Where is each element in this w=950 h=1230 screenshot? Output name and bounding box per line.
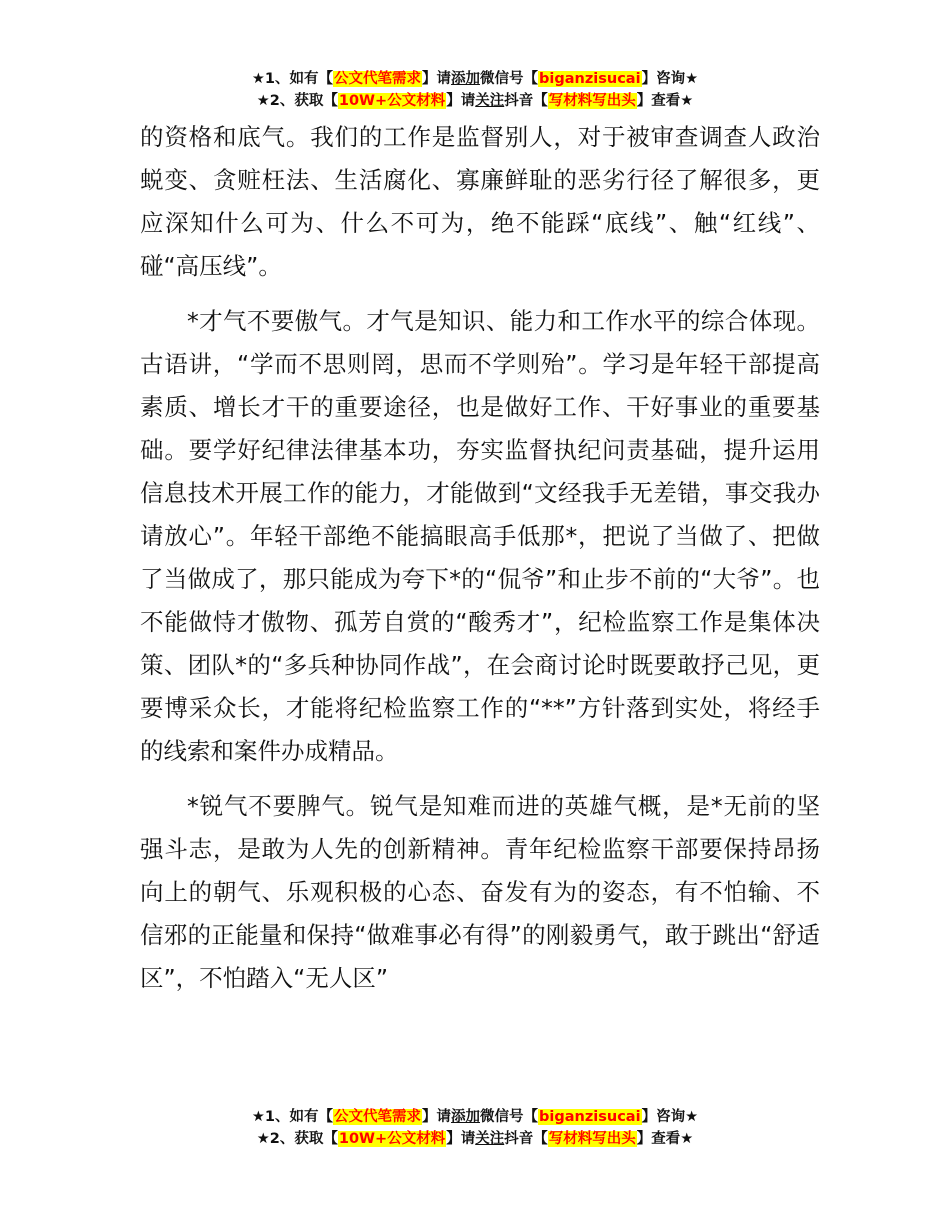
footer-line-1-text: ★1、如有【 (251, 1109, 334, 1125)
header-line-1-underlined: 添加 (451, 71, 481, 87)
footer-line-1-highlight-service: 公文代笔需求 (334, 1109, 422, 1125)
header-banner (0, 68, 950, 112)
header-line-1-highlight-service: 公文代笔需求 (334, 71, 422, 87)
footer-line-2-text: ★2、获取【 (256, 1131, 338, 1147)
footer-line-1 (0, 1106, 950, 1128)
header-douyin-account: 写材料写出头 (548, 93, 636, 109)
footer-line-1-text: 】请 (422, 1109, 452, 1125)
header-line-2-text: 抖音【 (504, 93, 548, 109)
header-line-1-text: 】咨询★ (641, 71, 699, 87)
footer-line-2-text: 】请 (446, 1131, 476, 1147)
header-line-2-text: ★2、获取【 (256, 93, 338, 109)
header-line-2-underlined: 关注 (475, 93, 505, 109)
header-line-2-highlight-materials: 10W+公文材料 (338, 93, 446, 109)
header-line-2 (0, 90, 950, 112)
header-line-1 (0, 68, 950, 90)
footer-douyin-account: 写材料写出头 (548, 1131, 636, 1147)
footer-line-1-text: 微信号【 (480, 1109, 539, 1125)
footer-line-2-underlined: 关注 (475, 1131, 505, 1147)
header-line-1-text: 】请 (422, 71, 452, 87)
footer-wechat-id: biganzisucai (539, 1109, 641, 1125)
body-paragraph-2: *才气不要傲气。才气是知识、能力和工作水平的综合体现。古语讲，“学而不思则罔，思而不学则殆”。学习是年轻干部提高素质、增长才干的重要途径，也是做好工作、干好事业的重要基础。要学好纪律法律基本功，夯实监督执纪问责基础，提升运用信息技术开展工作的能力，才能做到“文经我手无差错，事交我办请放心”。年轻干部绝不能搞眼高手低那*，把说了当做了、把做了当做成了，那只能成为夸下*的“侃爷”和止步不前的“大爷”。也不能做恃才傲物、孤芳自赏的“酸秀才”，纪检监察工作是集体决策、团队*的“多兵种协同作战”，在会商讨论时既要敢抒己见，更要博采众长，才能将纪检监察工作的“**”方针落到实处，将经手的线索和案件办成精品。 (140, 307, 820, 765)
footer-line-2-highlight-materials: 10W+公文材料 (338, 1131, 446, 1147)
header-line-1-text: ★1、如有【 (251, 71, 334, 87)
header-line-1-text: 微信号【 (480, 71, 539, 87)
document-body (140, 116, 820, 1012)
footer-banner (0, 1106, 950, 1150)
footer-line-2-text: 抖音【 (504, 1131, 548, 1147)
footer-line-2-text: 】查看★ (636, 1131, 694, 1147)
footer-line-1-underlined: 添加 (451, 1109, 481, 1125)
body-paragraph-1: 的资格和底气。我们的工作是监督别人，对于被审查调查人政治蜕变、贪赃枉法、生活腐化、寡廉鲜耻的恶劣行径了解很多，更应深知什么可为、什么不可为，绝不能踩“底线”、触“红线”、碰“高压线”。 (140, 123, 820, 280)
body-paragraph-3: *锐气不要脾气。锐气是知难而进的英雄气概，是*无前的坚强斗志，是敢为人先的创新精神。青年纪检监察干部要保持昂扬向上的朝气、乐观积极的心态、奋发有为的姿态，有不怕输、不信邪的正能量和保持“做难事必有得”的刚毅勇气，敢于跳出“舒适区”，不怕踏入“无人区” (140, 792, 820, 992)
header-wechat-id: biganzisucai (539, 71, 641, 87)
header-line-2-text: 】请 (446, 93, 476, 109)
footer-line-2 (0, 1128, 950, 1150)
footer-line-1-text: 】咨询★ (641, 1109, 699, 1125)
header-line-2-text: 】查看★ (636, 93, 694, 109)
